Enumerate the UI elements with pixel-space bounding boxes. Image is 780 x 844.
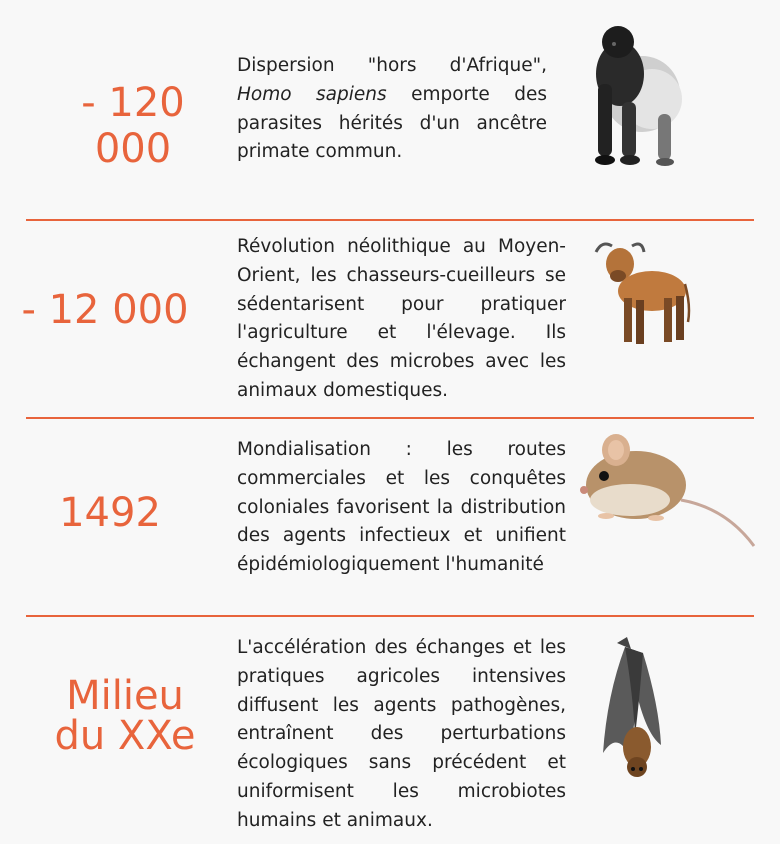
date-label: - 120 000: [81, 80, 185, 172]
date-label: [30, 673, 220, 759]
date-label-line: du XXe: [54, 713, 196, 759]
date-label: - 12 000: [21, 287, 189, 333]
date-label: 1492: [59, 490, 161, 536]
timeline-divider: [26, 615, 754, 617]
timeline-divider: [26, 417, 754, 419]
text-segment: emporte des parasites hérités d'un ancêtre primate commun.: [237, 83, 547, 163]
timeline-divider: [26, 219, 754, 221]
event-description: [237, 52, 547, 167]
event-description: Mondialisation : les routes commerciales et les conquêtes coloniales favorisent la distribution des agents infectieux et unifient épidémiologiquement l'humanité: [237, 439, 566, 576]
text-segment: Dispersion "hors d'Afrique",: [237, 55, 547, 76]
mouse-illustration: [576, 430, 756, 555]
event-description: Révolution néolithique au Moyen-Orient, les chasseurs-cueilleurs se sédentarisent pour pratiquer l'agriculture et l'élevage. Ils échangent des microbes avec les animaux domestiques.: [237, 236, 566, 401]
gorilla-illustration: [580, 14, 690, 169]
bat-illustration: [597, 635, 677, 795]
species-name: Homo sapiens: [237, 83, 387, 105]
ox-illustration: [592, 236, 692, 351]
event-description: L'accélération des échanges et les pratiques agricoles intensives diffusent les agents pathogènes, entraînent des perturbations écologiques sans précédent et uniformisent les microbiotes humains et animaux.: [237, 637, 566, 831]
date-label-line: Milieu: [66, 673, 184, 719]
